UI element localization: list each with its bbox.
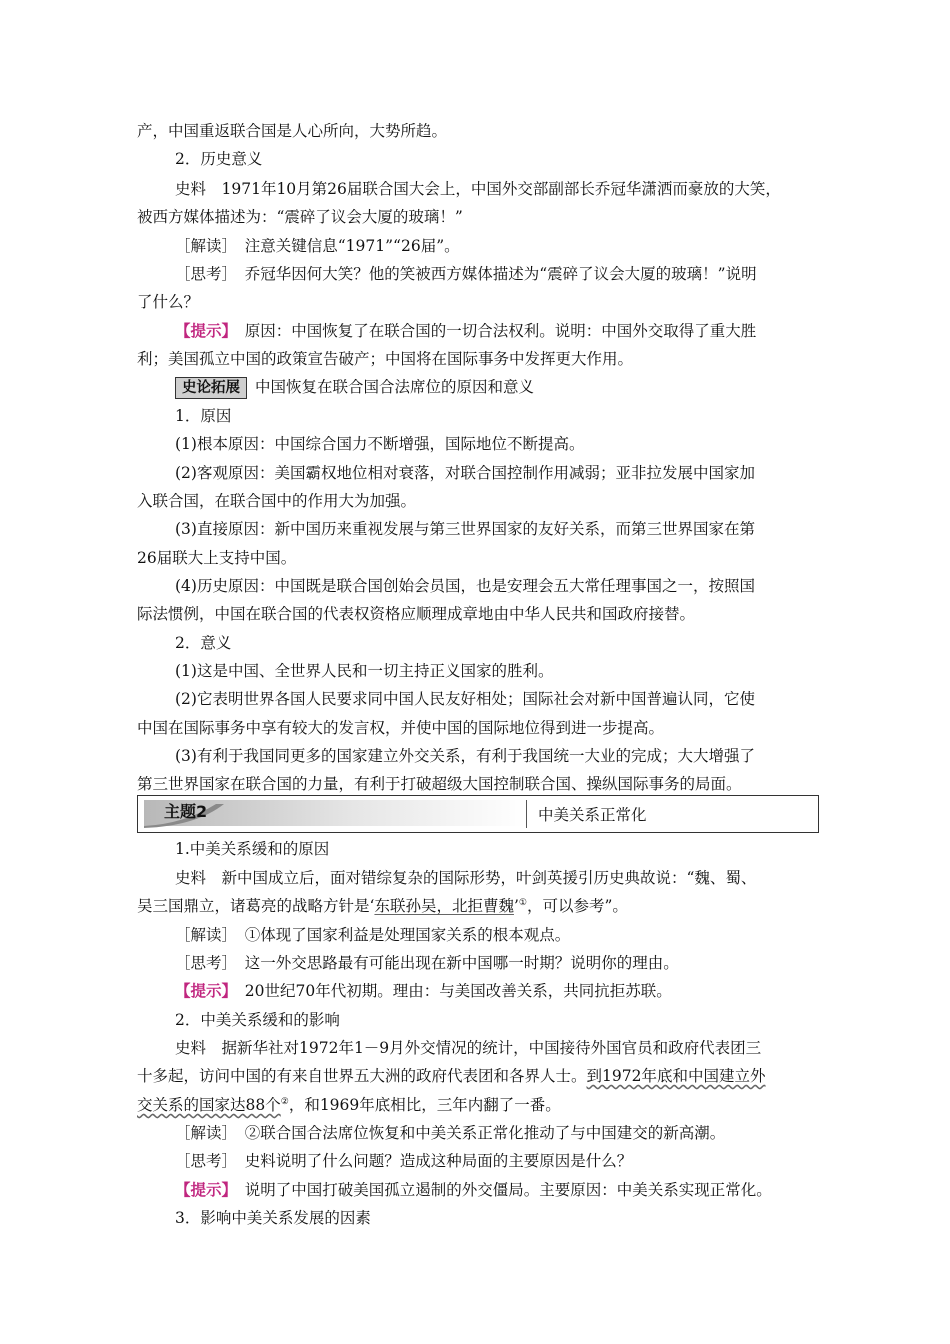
tip-label: 【提示】 <box>175 1180 230 1199</box>
text-line: (1)根本原因：中国综合国力不断增强，国际地位不断提高。 <box>175 435 585 453</box>
footnote-mark: ① <box>518 897 527 908</box>
text-line: 产，中国重返联合国是人心所向，大势所趋。 <box>137 122 448 140</box>
tip-label: 【提示】 <box>175 321 230 340</box>
tip-text: 20世纪70年代初期。理由：与美国改善关系，共同抗拒苏联。 <box>229 982 672 1000</box>
section-heading: 2．中美关系缓和的影响 <box>175 1011 340 1029</box>
section-heading: 2．历史意义 <box>175 150 263 168</box>
tip-text: 原因：中国恢复了在联合国的一切合法权利。说明：中国外交取得了重大胜 <box>229 322 757 340</box>
text-line <box>137 895 827 917</box>
text-line: 第三世界国家在联合国的力量，有利于打破超级大国控制联合国、操纵国际事务的局面。 <box>137 775 742 793</box>
text-line: ［解读］ 注意关键信息“1971”“26届”。 <box>175 237 460 255</box>
text-segment: ，可以参考”。 <box>526 897 628 915</box>
text-line <box>175 1179 827 1201</box>
text-line: (2)它表明世界各国人民要求同中国人民友好相处；国际社会对新中国普遍认同，它使 <box>175 690 755 708</box>
text-line <box>175 980 827 1002</box>
text-line: (3)直接原因：新中国历来重视发展与第三世界国家的友好关系，而第三世界国家在第 <box>175 520 755 538</box>
text-line: (4)历史原因：中国既是联合国创始会员国，也是安理会五大常任理事国之一，按照国 <box>175 577 755 595</box>
text-line <box>175 320 827 342</box>
topic-divider <box>526 800 527 828</box>
section-heading: 3．影响中美关系发展的因素 <box>175 1209 371 1227</box>
text-line: 际法惯例，中国在联合国的代表权资格应顺理成章地由中华人民共和国政府接替。 <box>137 605 696 623</box>
text-line: 被西方媒体描述为：“震碎了议会大厦的玻璃！” <box>137 208 463 226</box>
tip-text: 说明了中国打破美国孤立遏制的外交僵局。主要原因：中美关系实现正常化。 <box>229 1181 772 1199</box>
text-segment: ，和1969年底相比，三年内翻了一番。 <box>288 1096 561 1114</box>
text-line: (1)这是中国、全世界人民和一切主持正义国家的胜利。 <box>175 662 554 680</box>
text-line: 26届联大上支持中国。 <box>137 549 297 567</box>
text-line: ［解读］ ①体现了国家利益是处理国家关系的根本观点。 <box>175 926 571 944</box>
underlined-text: 东联孙吴，北拒曹魏 <box>374 897 514 915</box>
subsection-title: 中国恢复在联合国合法席位的原因和意义 <box>255 378 535 396</box>
text-segment: 十多起，访问中国的有来自世界五大洲的政府代表团和各界人士。 <box>137 1067 587 1085</box>
text-line: ［思考］ 乔冠华因何大笑？他的笑被西方媒体描述为“震碎了议会大厦的玻璃！”说明 <box>175 265 757 283</box>
section-heading: 1．原因 <box>175 407 232 425</box>
text-line: (2)客观原因：美国霸权地位相对衰落，对联合国控制作用减弱；亚非拉发展中国家加 <box>175 464 755 482</box>
topic-title: 中美关系正常化 <box>538 806 647 824</box>
text-line: (3)有利于我国同更多的国家建立外交关系，有利于我国统一大业的完成；大大增强了 <box>175 747 755 765</box>
text-line: 利；美国孤立中国的政策宣告破产；中国将在国际事务中发挥更大作用。 <box>137 350 634 368</box>
text-line: 中国在国际事务中享有较大的发言权，并使中国的国际地位得到进一步提高。 <box>137 719 665 737</box>
history-extension-tag: 史论拓展 <box>175 377 247 399</box>
text-line <box>137 1065 827 1087</box>
text-line: 了什么？ <box>137 293 200 311</box>
tip-label: 【提示】 <box>175 981 230 1000</box>
topic-label: 主题2 <box>164 802 208 821</box>
text-line: 史料 新中国成立后，面对错综复杂的国际形势，叶剑英援引历史典故说：“魏、蜀、 <box>175 869 757 887</box>
text-line: 入联合国，在联合国中的作用大为加强。 <box>137 492 417 510</box>
wavy-underlined-text: 到1972年底和中国建立外 <box>586 1067 766 1085</box>
text-line: 史料 1971年10月第26届联合国大会上，中国外交部副部长乔冠华潇洒而豪放的大笑， <box>175 180 781 198</box>
text-segment: ’ <box>513 897 519 915</box>
text-line: ［思考］ 史料说明了什么问题？造成这种局面的主要原因是什么？ <box>175 1152 633 1170</box>
text-line: ［思考］ 这一外交思路最有可能出现在新中国哪一时期？说明你的理由。 <box>175 954 679 972</box>
text-segment: 吴三国鼎立，诸葛亮的战略方针是‘ <box>137 897 375 915</box>
text-line <box>175 376 827 399</box>
text-line: 史料 据新华社对1972年1－9月外交情况的统计，中国接待外国官员和政府代表团三 <box>175 1039 762 1057</box>
topic-header-box <box>137 795 819 833</box>
section-heading: 2．意义 <box>175 634 232 652</box>
wavy-underlined-text: 交关系的国家达88个 <box>137 1096 281 1114</box>
text-line: ［解读］ ②联合国合法席位恢复和中美关系正常化推动了与中国建交的新高潮。 <box>175 1124 726 1142</box>
footnote-mark: ② <box>280 1096 289 1107</box>
section-heading: 1.中美关系缓和的原因 <box>175 840 330 858</box>
text-line <box>137 1094 827 1116</box>
